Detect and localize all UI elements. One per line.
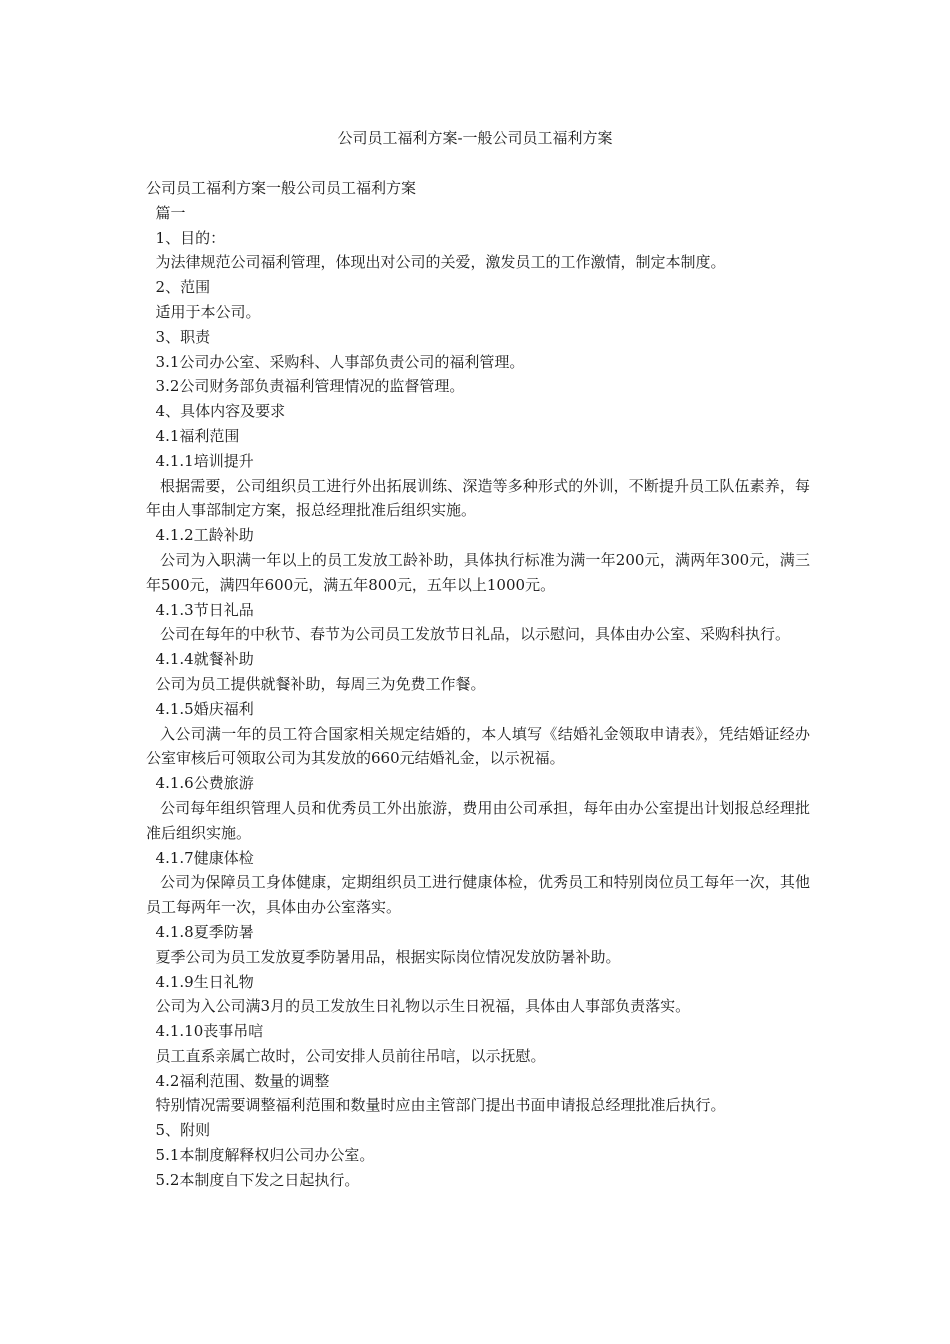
text-line: 4.1.8夏季防暑 bbox=[146, 922, 254, 941]
text-line: 5.1本制度解释权归公司办公室。 bbox=[146, 1146, 375, 1165]
text-line: 4.1.1培训提升 bbox=[146, 451, 254, 470]
text-line: 3.2公司财务部负责福利管理情况的监督管理。 bbox=[146, 377, 465, 396]
text-line: 4、具体内容及要求 bbox=[146, 402, 286, 421]
document-body bbox=[146, 176, 810, 1193]
text-line: 5、附则 bbox=[146, 1121, 211, 1140]
document-title: 公司员工福利方案-一般公司员工福利方案 bbox=[337, 129, 613, 147]
text-line: 5.2本制度自下发之日起执行。 bbox=[146, 1170, 360, 1189]
text-line: 4.1.9生日礼物 bbox=[146, 972, 254, 991]
text-line: 4.2福利范围、数量的调整 bbox=[146, 1071, 330, 1090]
text-line: 4.1.10丧事吊唁 bbox=[146, 1022, 264, 1041]
text-line: 篇一 bbox=[146, 203, 186, 222]
paragraph-health: 公司为保障员工身体健康，定期组织员工进行健康体检，优秀员工和特别岗位员工每年一次，其他员工每两年一次，具体由办公室落实。 bbox=[146, 873, 810, 917]
text-line: 员工直系亲属亡故时，公司安排人员前往吊唁，以示抚慰。 bbox=[146, 1046, 546, 1065]
paragraph-travel: 公司每年组织管理人员和优秀员工外出旅游，费用由公司承担，每年由办公室提出计划报总经理批准后组织实施。 bbox=[146, 798, 810, 842]
section-heading: 4.1.3节日礼品 bbox=[146, 600, 254, 619]
paragraph-wedding: 入公司满一年的员工符合国家相关规定结婚的，本人填写《结婚礼金领取申请表》，凭结婚证经办公室审核后可领取公司为其发放的660元结婚礼金，以示祝福。 bbox=[146, 724, 810, 768]
paragraph-training: 根据需要，公司组织员工进行外出拓展训练、深造等多种形式的外训，不断提升员工队伍素养，每年由人事部制定方案，报总经理批准后组织实施。 bbox=[146, 476, 810, 520]
section-heading: 4.1.2工龄补助 bbox=[146, 526, 254, 545]
text-line: 3.1公司办公室、采购科、人事部负责公司的福利管理。 bbox=[146, 352, 525, 371]
section-heading: 4.1.6公费旅游 bbox=[146, 774, 254, 793]
paragraph-seniority: 公司为入职满一年以上的员工发放工龄补助，具体执行标准为满一年200元，满两年300元，满三年500元，满四年600元，满五年800元，五年以上1000元。 bbox=[146, 550, 810, 594]
text-line: 3、职责 bbox=[146, 327, 211, 346]
section-heading: 4.1.7健康体检 bbox=[146, 848, 254, 867]
section-heading: 4.1.5婚庆福利 bbox=[146, 699, 254, 718]
text-line: 适用于本公司。 bbox=[146, 302, 261, 321]
text-line: 特别情况需要调整福利范围和数量时应由主管部门提出书面申请报总经理批准后执行。 bbox=[146, 1096, 726, 1115]
text-line: 为法律规范公司福利管理，体现出对公司的关爱，激发员工的工作激情，制定本制度。 bbox=[146, 253, 726, 272]
section-heading: 4.1.4就餐补助 bbox=[146, 650, 254, 669]
paragraph-holiday: 公司在每年的中秋节、春节为公司员工发放节日礼品，以示慰问，具体由办公室、采购科执行。 bbox=[160, 625, 791, 644]
document-heading: 公司员工福利方案一般公司员工福利方案 bbox=[146, 179, 417, 197]
text-line: 4.1福利范围 bbox=[146, 426, 240, 445]
text-line: 1、目的： bbox=[146, 228, 226, 247]
paragraph-meal: 公司为员工提供就餐补助，每周三为免费工作餐。 bbox=[146, 674, 486, 693]
text-line: 夏季公司为员工发放夏季防暑用品，根据实际岗位情况发放防暑补助。 bbox=[146, 947, 621, 966]
text-line: 公司为入公司满3月的员工发放生日礼物以示生日祝福，具体由人事部负责落实。 bbox=[146, 997, 691, 1016]
text-line: 2、范围 bbox=[146, 278, 211, 297]
